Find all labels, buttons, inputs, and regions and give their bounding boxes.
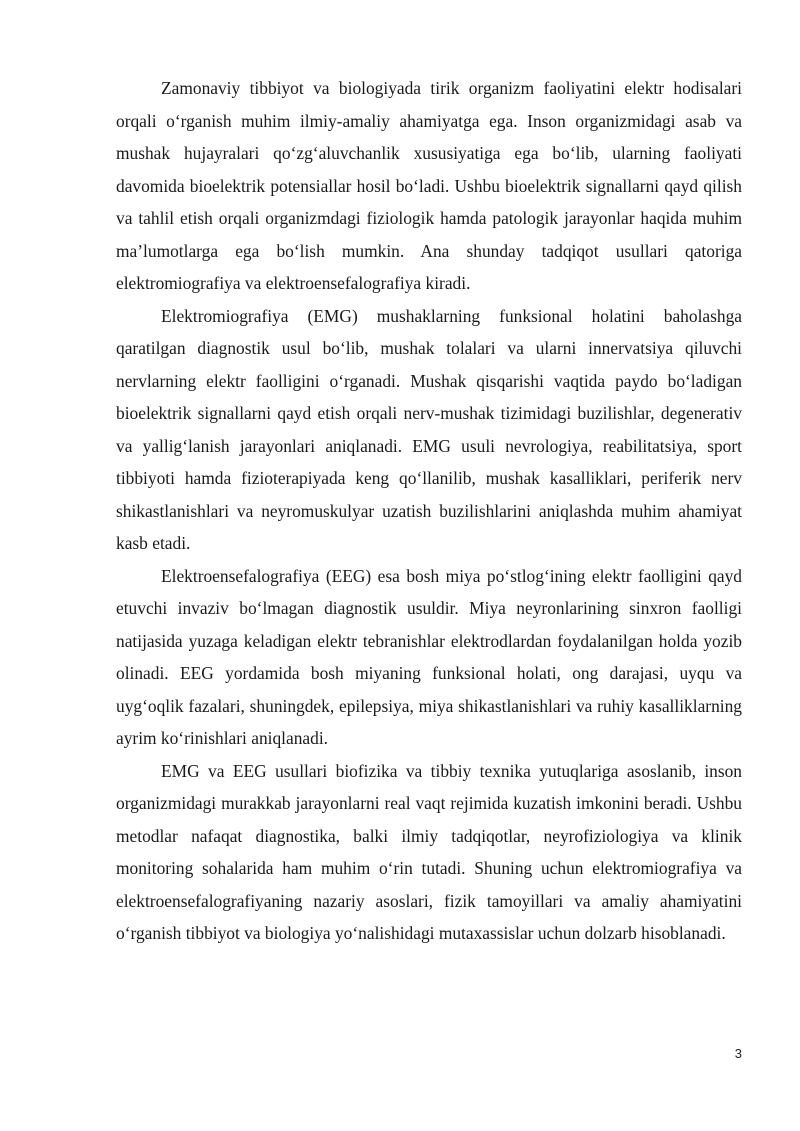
document-body bbox=[116, 72, 742, 950]
paragraph-introduction: Zamonaviy tibbiyot va biologiyada tirik organizm faoliyatini elektr hodisalari orqali o‘rganish muhim ilmiy-amaliy ahamiyatga ega. Inson organizmidagi asab va mushak hujayralari qo‘zg‘aluvchanlik xususiyatiga ega bo‘lib, ularning faoliyati davomida bioelektrik potensiallar hosil bo‘ladi. Ushbu bioelektrik signallarni qayd qilish va tahlil etish orqali organizmdagi fiziologik hamda patologik jarayonlar haqida muhim ma’lumotlarga ega bo‘lish mumkin. Ana shunday tadqiqot usullari qatoriga elektromiografiya va elektroensefalografiya kiradi. bbox=[116, 78, 742, 293]
paragraph-conclusion: EMG va EEG usullari biofizika va tibbiy texnika yutuqlariga asoslanib, inson organizmidagi murakkab jarayonlarni real vaqt rejimida kuzatish imkonini beradi. Ushbu metodlar nafaqat diagnostika, balki ilmiy tadqiqotlar, neyrofiziologiya va klinik monitoring sohalarida ham muhim o‘rin tutadi. Shuning uchun elektromiografiya va elektroensefalografiyaning nazariy asoslari, fizik tamoyillari va amaliy ahamiyatini o‘rganish tibbiyot va biologiya yo‘nalishidagi mutaxassislar uchun dolzarb hisoblanadi. bbox=[116, 760, 742, 943]
paragraph-emg: Elektromiografiya (EMG) mushaklarning funksional holatini baholashga qaratilgan diagnostik usul bo‘lib, mushak tolalari va ularni innervatsiya qiluvchi nervlarning elektr faolligini o‘rganadi. Mushak qisqarishi vaqtida paydo bo‘ladigan bioelektrik signallarni qayd etish orqali nerv-mushak tizimidagi buzilishlar, degenerativ va yallig‘lanish jarayonlari aniqlanadi. EMG usuli nevrologiya, reabilitatsiya, sport tibbiyoti hamda fizioterapiyada keng qo‘llanilib, mushak kasalliklari, periferik nerv shikastlanishlari va neyromuskulyar uzatish buzilishlarini aniqlashda muhim ahamiyat kasb etadi. bbox=[116, 305, 742, 553]
page-number: 3 bbox=[734, 1046, 742, 1061]
paragraph-eeg: Elektroensefalografiya (EEG) esa bosh miya po‘stlog‘ining elektr faolligini qayd etuvchi invaziv bo‘lmagan diagnostik usuldir. Miya neyronlarining sinxron faolligi natijasida yuzaga keladigan elektr tebranishlar elektrodlardan foydalanilgan holda yozib olinadi. EEG yordamida bosh miyaning funksional holati, ong darajasi, uyqu va uyg‘oqlik fazalari, shuningdek, epilepsiya, miya shikastlanishlari va ruhiy kasalliklarning ayrim ko‘rinishlari aniqlanadi. bbox=[116, 565, 742, 748]
